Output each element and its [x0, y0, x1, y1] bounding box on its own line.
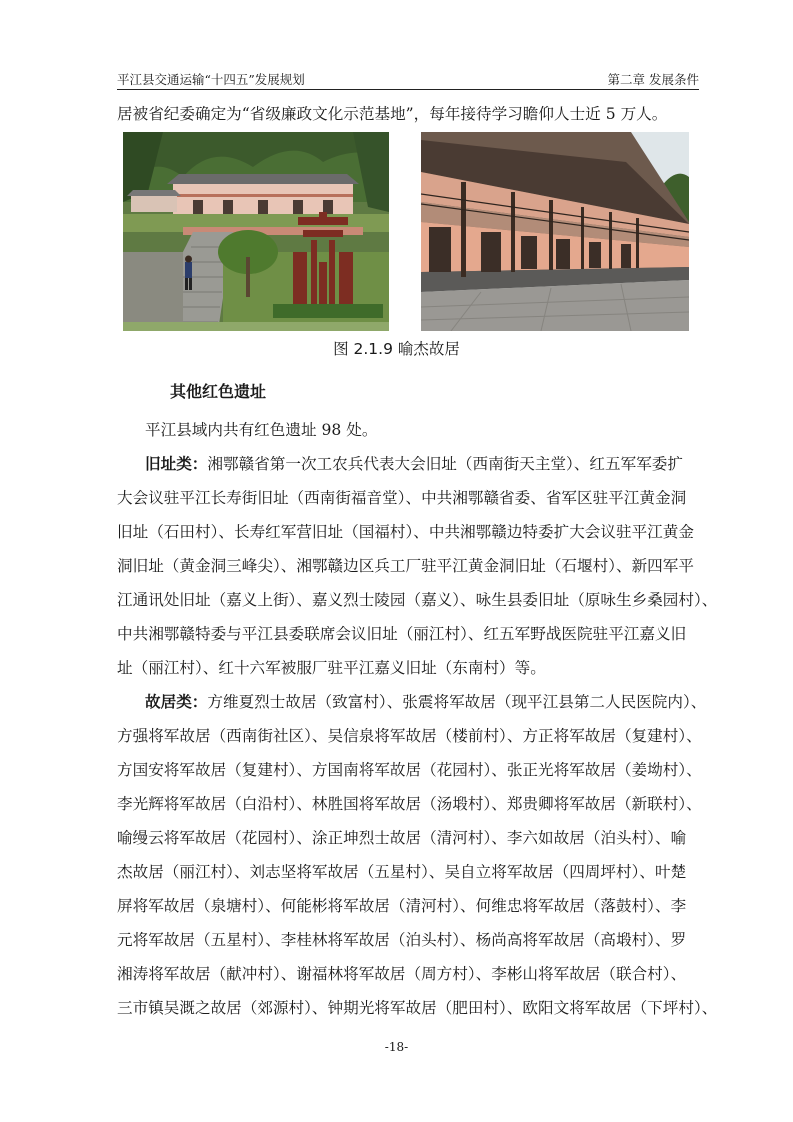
section-summary: 平江县域内共有红色遗址 98 处。	[145, 421, 378, 439]
old-sites-line: 旧址（石田村）、长寿红军营旧址（国福村）、中共湘鄂赣边特委扩大会议驻平江黄金	[117, 523, 694, 541]
figure-caption: 图 2.1.9 喻杰故居	[333, 340, 460, 358]
header-divider	[117, 89, 699, 90]
chapter-title: 第二章 发展条件	[607, 72, 699, 87]
old-sites-line	[117, 447, 699, 481]
residences-line: 李光辉将军故居（白沿村）、林胜国将军故居（汤塅村）、郑贵卿将军故居（新联村）、	[117, 795, 702, 813]
residence-courtyard-photo	[123, 132, 389, 331]
residences-line: 湘涛将军故居（献冲村）、谢福林将军故居（周方村）、李彬山将军故居（联合村）、	[117, 965, 687, 983]
page-number: -18-	[384, 1040, 409, 1054]
residences-line	[117, 685, 707, 719]
old-sites-line: 大会议驻平江长寿街旧址（西南街福音堂）、中共湘鄂赣省委、省军区驻平江黄金洞	[117, 489, 687, 507]
residences-lead: 故居类：	[145, 693, 208, 711]
old-sites-line: 江通讯处旧址（嘉义上街）、嘉义烈士陵园（嘉义）、咏生县委旧址（原咏生乡桑园村）、	[117, 591, 718, 609]
old-sites-text: 湘鄂赣省第一次工农兵代表大会旧址（西南街天主堂）、红五军军委扩	[207, 455, 683, 473]
document-title: 平江县交通运输“十四五”发展规划	[117, 72, 305, 87]
residences-line: 屏将军故居（泉塘村）、何能彬将军故居（清河村）、何维忠将军故居（落鼓村）、李	[117, 897, 687, 915]
old-sites-line: 址（丽江村）、红十六军被服厂驻平江嘉义旧址（东南村）等。	[117, 659, 546, 677]
old-sites-lead: 旧址类：	[145, 455, 208, 473]
residence-building-photo	[421, 132, 689, 331]
residences-line: 喻缦云将军故居（花园村）、涂正坤烈士故居（清河村）、李六如故居（泊头村）、喻	[117, 829, 687, 847]
old-sites-line: 洞旧址（黄金洞三峰尖）、湘鄂赣边区兵工厂驻平江黄金洞旧址（石堰村）、新四军平	[117, 557, 694, 575]
residences-line: 杰故居（丽江村）、刘志坚将军故居（五星村）、吴自立将军故居（四周坪村）、叶楚	[117, 863, 687, 881]
residences-line: 方强将军故居（西南街社区）、吴信泉将军故居（楼前村）、方正将军故居（复建村）、	[117, 727, 702, 745]
residences-line: 元将军故居（五星村）、李桂林将军故居（泊头村）、杨尚高将军故居（高塅村）、罗	[117, 931, 687, 949]
intro-paragraph-line: 居被省纪委确定为“省级廉政文化示范基地”，每年接待学习瞻仰人士近 5 万人。	[117, 105, 668, 123]
figure-photos	[123, 132, 689, 332]
residences-line: 三市镇吴溉之故居（郊源村）、钟期光将军故居（肥田村）、欧阳文将军故居（下坪村）、	[117, 999, 718, 1017]
residences-line: 方国安将军故居（复建村）、方国南将军故居（花园村）、张正光将军故居（姜坳村）、	[117, 761, 702, 779]
old-sites-line: 中共湘鄂赣特委与平江县委联席会议旧址（丽江村）、红五军野战医院驻平江嘉义旧	[117, 625, 687, 643]
section-heading: 其他红色遗址	[170, 382, 267, 401]
residences-text: 方维夏烈士故居（致富村）、张震将军故居（现平江县第二人民医院内）、	[207, 693, 707, 711]
page-header	[117, 66, 699, 88]
